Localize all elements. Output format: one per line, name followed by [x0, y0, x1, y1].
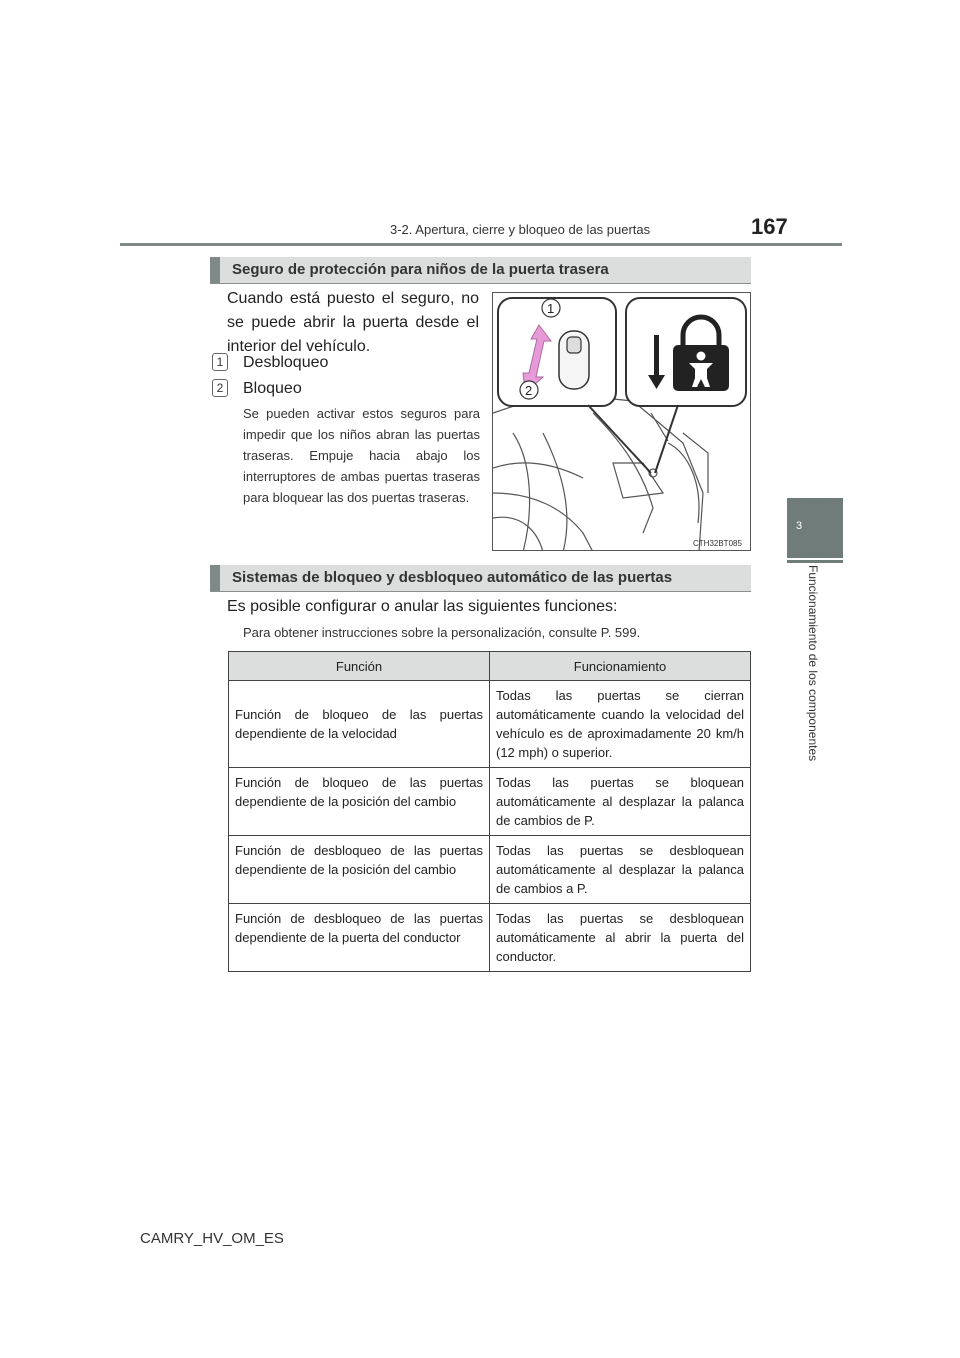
running-header: 3-2. Apertura, cierre y bloqueo de las puertas	[390, 222, 651, 237]
section-heading-auto-lock	[210, 565, 751, 591]
section-heading-text: Sistemas de bloqueo y desbloqueo automático de las puertas	[232, 569, 673, 586]
table-cell-function: Función de bloqueo de las puertas dependiente de la velocidad	[229, 681, 490, 768]
chapter-tab-rule	[787, 560, 843, 563]
section-heading-child-lock	[210, 257, 751, 283]
header-rule	[120, 243, 842, 246]
section-heading-text: Seguro de protección para niños de la puerta trasera	[232, 261, 609, 278]
table-cell-operation: Todas las puertas se cierran automáticamente cuando la velocidad del vehículo es de aproximadamente 20 km/h (12 mph) o superior.	[490, 681, 751, 768]
table-cell-function: Función de desbloqueo de las puertas dependiente de la posición del cambio	[229, 836, 490, 904]
chapter-title-text: Funcionamiento de los componentes	[806, 565, 820, 762]
table-row	[229, 768, 751, 836]
table-cell-function: Función de desbloqueo de las puertas dependiente de la puerta del conductor	[229, 904, 490, 972]
child-lock-intro: Cuando está puesto el seguro, no se puede abrir la puerta desde el interior del vehículo.	[227, 290, 479, 355]
item-number-1: 1	[212, 353, 228, 371]
child-lock-note: Se pueden activar estos seguros para impedir que los niños abran las puertas traseras. Empuje hacia abajo los interruptores de ambas puertas traseras para bloquear las dos puertas traseras.	[243, 406, 480, 505]
callout-2: 2	[525, 383, 533, 398]
table-cell-operation: Todas las puertas se desbloquean automáticamente al desplazar la palanca de cambios a P.	[490, 836, 751, 904]
customization-note: Para obtener instrucciones sobre la personalización, consulte P. 599.	[243, 625, 641, 640]
table-cell-function: Función de bloqueo de las puertas dependiente de la posición del cambio	[229, 768, 490, 836]
table-header-row	[229, 652, 751, 681]
chapter-title	[806, 565, 820, 785]
column-header-operation: Funcionamiento	[490, 652, 751, 681]
callout-line-right	[655, 405, 678, 473]
page-number: 167	[751, 214, 788, 239]
table-cell-operation: Todas las puertas se desbloquean automáticamente al abrir la puerta del conductor.	[490, 904, 751, 972]
switch-knob	[567, 337, 581, 353]
heading-underline	[210, 283, 751, 284]
heading-underline	[210, 591, 751, 592]
illustration-svg	[493, 293, 751, 551]
child-lock-illustration	[492, 292, 751, 551]
table-row	[229, 836, 751, 904]
item-number-2: 2	[212, 379, 228, 397]
figure-code: CTH32BT085	[693, 539, 742, 548]
functions-table	[228, 651, 751, 972]
item-label-unlock: Desbloqueo	[243, 354, 329, 371]
column-header-function: Función	[229, 652, 490, 681]
chapter-number: 3	[796, 520, 803, 532]
table-row	[229, 681, 751, 768]
document-id: CAMRY_HV_OM_ES	[140, 1230, 284, 1247]
car-door-drawing	[493, 393, 708, 551]
callout-1: 1	[547, 301, 555, 316]
table-row	[229, 904, 751, 972]
auto-lock-intro: Es posible configurar o anular las siguientes funciones:	[227, 598, 618, 615]
table-cell-operation: Todas las puertas se bloquean automáticamente al desplazar la palanca de cambios de P.	[490, 768, 751, 836]
item-label-lock: Bloqueo	[243, 380, 302, 397]
